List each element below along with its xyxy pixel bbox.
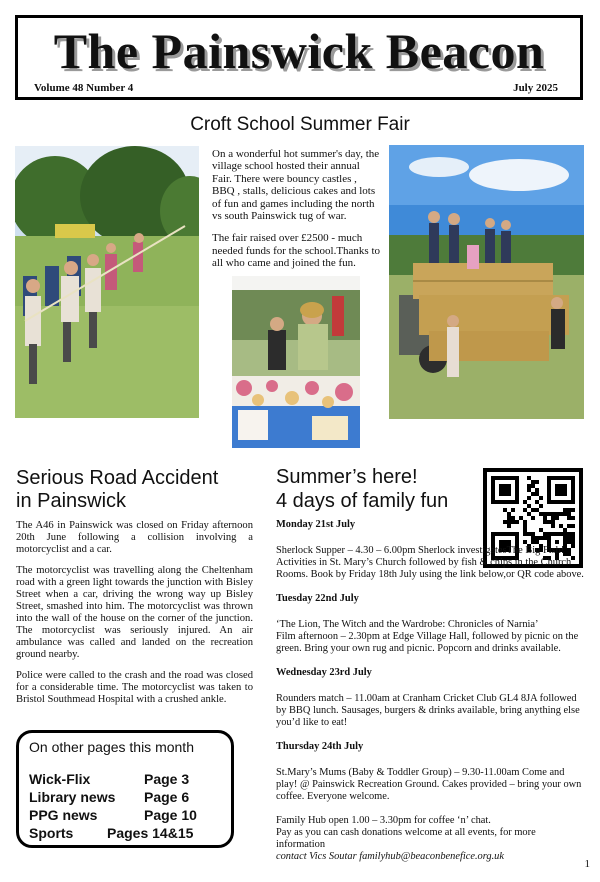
tug-of-war-photo bbox=[15, 146, 199, 418]
day-heading: Thursday 24th July bbox=[276, 741, 364, 752]
page-number: 1 bbox=[584, 858, 590, 870]
fair-article bbox=[212, 148, 380, 280]
event-text: Family Hub open 1.00 – 3.30pm for coffee ‘n’ chat. bbox=[276, 815, 491, 826]
other-pages-box bbox=[16, 730, 234, 848]
other-pages-item bbox=[29, 807, 197, 823]
accident-article bbox=[16, 520, 253, 715]
accident-headline-line: Serious Road Accident bbox=[16, 467, 219, 489]
other-pages-title: On other pages this month bbox=[29, 739, 194, 755]
contact-line[interactable]: contact Vics Soutar familyhub@beaconbenefice.org.uk bbox=[276, 851, 504, 862]
newspaper-title: The Painswick Beacon bbox=[53, 23, 545, 79]
other-pages-item bbox=[29, 825, 194, 841]
issue-date: July 2025 bbox=[513, 82, 558, 94]
section-name: Wick-Flix bbox=[29, 771, 91, 787]
accident-paragraph: The motorcyclist was travelling along the Cheltenham road with a green light towards the junction with Bisley Street when a car, driving the wrong way up Bisley Street, smashed into him. The motorcyclist was thrown into the wall of the house on the corner of the junction. The motorcyclist was seriously injured. An air ambulance was called and landed on the recreation ground nearby. bbox=[16, 565, 253, 660]
day-heading: Wednesday 23rd July bbox=[276, 667, 372, 678]
accident-headline-line: in Painswick bbox=[16, 490, 127, 512]
event-line: ‘The Lion, The Witch and the Wardrobe: Chronicles of Narnia’ bbox=[276, 619, 539, 630]
cake-stall-photo bbox=[232, 276, 360, 448]
event-text: Sherlock Supper – 4.30 – 6.00pm Sherlock investigatesThe Big Fish! Activities in St. Mary’s Church followed by fish & chips in the Church Rooms. Book by Friday 18th July using the link below,or QR code above. bbox=[276, 545, 584, 580]
event-text: Pay as you can cash donations welcome at all events, for more information bbox=[276, 827, 536, 850]
accident-headline bbox=[16, 467, 251, 513]
summer-headline-line: Summer’s here! bbox=[276, 466, 418, 488]
section-page: Page 10 bbox=[144, 807, 197, 823]
accident-paragraph: Police were called to the crash and the road was closed for a considerable time. The motorcyclist was taken to Bristol Southmead Hospital with a crushed ankle. bbox=[16, 670, 253, 705]
section-name: PPG news bbox=[29, 807, 98, 823]
other-pages-item bbox=[29, 789, 190, 805]
day-heading: Tuesday 22nd July bbox=[276, 593, 359, 604]
summer-schedule bbox=[276, 519, 586, 863]
section-name: Library news bbox=[29, 789, 116, 805]
event-text: Rounders match – 11.00am at Cranham Cricket Club GL4 8JA followed by BBQ lunch. Sausages, burgers & drinks available, bring anything else you’d like to eat! bbox=[276, 693, 580, 728]
event-text bbox=[276, 619, 586, 655]
section-page: Pages 14&15 bbox=[107, 825, 194, 841]
accident-paragraph: The A46 in Painswick was closed on Friday afternoon 20th June following a collision involving a motorcyclist and a car. bbox=[16, 520, 253, 555]
fair-paragraph: The fair raised over £2500 - much needed funds for the school.Thanks to all who came and joined the fun. bbox=[212, 232, 381, 270]
section-page: Page 6 bbox=[144, 789, 190, 805]
fair-paragraph: On a wonderful hot summer's day, the village school hosted their annual Fair. There were bouncy castles , BBQ , stalls, delicious cakes and lots of fun and games including the north vs south Painswick tug of war. bbox=[212, 148, 380, 223]
fair-headline: Croft School Summer Fair bbox=[190, 114, 410, 135]
event-text: St.Mary’s Mums (Baby & Toddler Group) – 9.30-11.00am Come and play! @ Painswick Recreation Ground. Cakes provided – bring your own coffee. Everyone welcome. bbox=[276, 767, 582, 802]
summer-headline-line: 4 days of family fun bbox=[276, 490, 449, 512]
section-page: Page 3 bbox=[144, 771, 190, 787]
section-name: Sports bbox=[29, 825, 74, 841]
volume-number: Volume 48 Number 4 bbox=[34, 82, 134, 94]
summer-headline bbox=[276, 465, 486, 513]
hay-bales-photo bbox=[389, 145, 584, 419]
masthead bbox=[15, 15, 583, 100]
event-line: Film afternoon – 2.30pm at Edge Village Hall, followed by picnic on the green. Bring your own rug and picnic. Popcorn and drinks available. bbox=[276, 631, 579, 654]
other-pages-item bbox=[29, 771, 190, 787]
day-heading: Monday 21st July bbox=[276, 519, 356, 530]
